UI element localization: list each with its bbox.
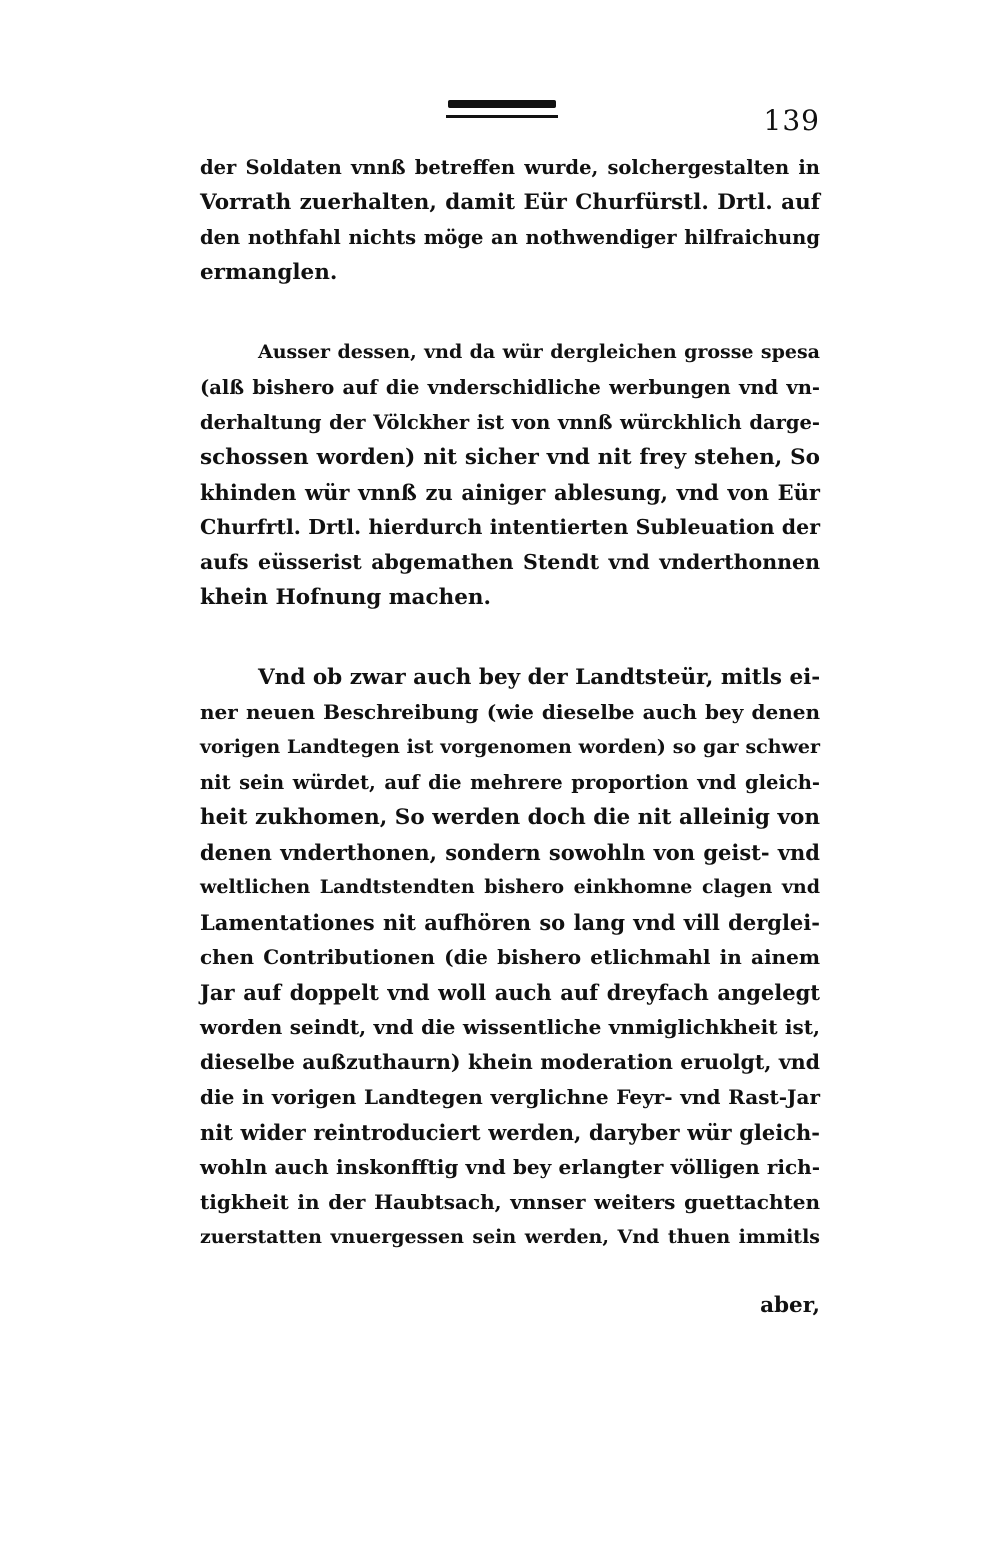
text-line: Jar auf doppelt vnd woll auch auf dreyfach angelegt bbox=[200, 980, 820, 1005]
paragraph-2 bbox=[200, 335, 820, 615]
page-number: 139 bbox=[763, 104, 820, 137]
text-line: nit wider reintroduciert werden, daryber wür gleich- bbox=[200, 1120, 820, 1145]
text-line: denen vnderthonen, sondern sowohln von geist- vnd bbox=[200, 840, 820, 865]
text-line: dieselbe außzuthaurn) khein moderation eruolgt, vnd bbox=[200, 1050, 820, 1074]
text-line: khinden wür vnnß zu ainiger ablesung, vnd von Eür bbox=[200, 480, 820, 505]
text-line: Ausser dessen, vnd da wür dergleichen grosse spesa bbox=[258, 341, 820, 363]
text-line: aufs eüsserist abgemathen Stendt vnd vnderthonnen bbox=[200, 550, 820, 574]
text-line: zuerstatten vnuergessen sein werden, Vnd thuen immitls bbox=[200, 1226, 820, 1248]
text-line: vorigen Landtegen ist vorgenomen worden) so gar schwer bbox=[200, 736, 820, 758]
text-line: ermanglen. bbox=[200, 260, 338, 285]
text-line: ner neuen Beschreibung (wie dieselbe auch bey denen bbox=[200, 700, 820, 724]
header-rule-ornament bbox=[446, 96, 558, 124]
text-line: der Soldaten vnnß betreffen wurde, solchergestalten in bbox=[200, 156, 820, 179]
text-line: derhaltung der Völckher ist von vnnß würckhlich darge- bbox=[200, 411, 820, 434]
text-line: worden seindt, vnd die wissentliche vnmiglichkheit ist, bbox=[200, 1015, 820, 1039]
text-line: (alß bishero auf die vnderschidliche werbungen vnd vn- bbox=[200, 376, 820, 399]
text-line: Vnd ob zwar auch bey der Landtsteür, mitls ei- bbox=[258, 665, 821, 690]
text-line: Churfrtl. Drtl. hierdurch intentierten Subleuation der bbox=[200, 515, 820, 539]
text-line: nit sein würdet, auf die mehrere proportion vnd gleich- bbox=[200, 771, 820, 794]
text-line: khein Hofnung machen. bbox=[200, 585, 492, 610]
header-rule-thick bbox=[448, 100, 556, 108]
text-line: heit zukhomen, So werden doch die nit alleinig von bbox=[200, 805, 820, 830]
text-line: wohln auch inskonfftig vnd bey erlangter völligen rich- bbox=[200, 1155, 820, 1179]
text-line: den nothfahl nichts möge an nothwendiger hilfraichung bbox=[200, 226, 820, 249]
text-line: die in vorigen Landtegen verglichne Feyr- vnd Rast-Jar bbox=[200, 1085, 820, 1109]
text-line: Lamentationes nit aufhören so lang vnd vill derglei- bbox=[200, 910, 820, 935]
text-line: chen Contributionen (die bishero etlichmahl in ainem bbox=[200, 945, 820, 969]
paragraph-3 bbox=[200, 660, 820, 1255]
text-line: schossen worden) nit sicher vnd nit frey stehen, So bbox=[200, 445, 820, 470]
paragraph-1 bbox=[200, 150, 820, 290]
text-line: tigkheit in der Haubtsach, vnnser weiters guettachten bbox=[200, 1190, 820, 1214]
text-line: weltlichen Landtstendten bishero einkhomne clagen vnd bbox=[200, 876, 820, 898]
catchword: aber, bbox=[760, 1293, 820, 1318]
text-line: Vorrath zuerhalten, damit Eür Churfürstl. Drtl. auf bbox=[200, 190, 820, 215]
header-rule-thin bbox=[446, 115, 558, 118]
